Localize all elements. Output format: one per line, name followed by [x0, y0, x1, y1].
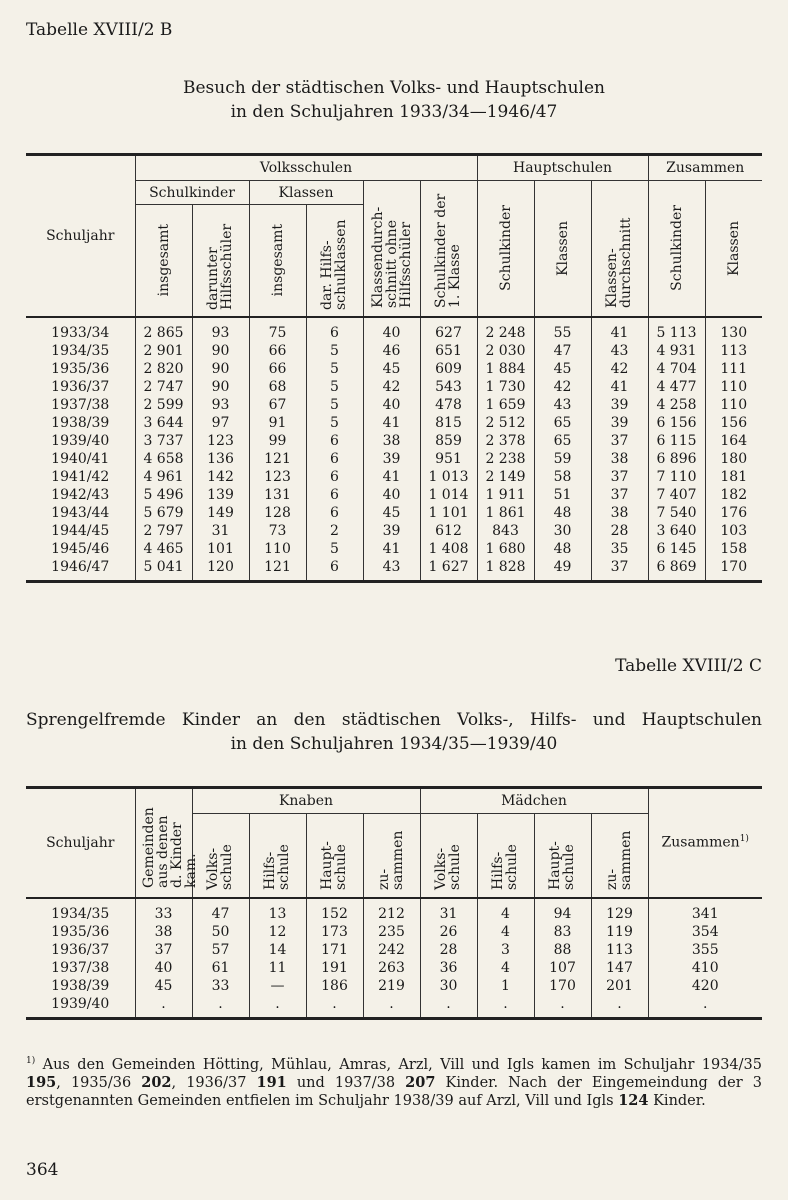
- cell-schuljahr: 1943/44: [26, 504, 135, 522]
- cell-value: 66: [249, 342, 306, 360]
- cell-value: 93: [192, 396, 249, 414]
- cell-value: 33: [135, 898, 192, 923]
- cell-value: 181: [705, 468, 762, 486]
- cell-value: 38: [591, 504, 648, 522]
- cell-value: .: [591, 995, 648, 1019]
- cell-value: 113: [591, 941, 648, 959]
- cell-value: 75: [249, 317, 306, 342]
- page-number: 364: [26, 1160, 59, 1180]
- cell-value: 101: [192, 540, 249, 558]
- cell-value: 7 407: [648, 486, 705, 504]
- cell-value: 5: [306, 540, 363, 558]
- cell-value: 6 869: [648, 558, 705, 582]
- cell-value: 410: [648, 959, 762, 977]
- cell-value: 612: [420, 522, 477, 540]
- table-row: [26, 486, 762, 504]
- table-row: [26, 414, 762, 432]
- cell-schuljahr: 1936/37: [26, 941, 135, 959]
- table-row: [26, 504, 762, 522]
- cell-value: 951: [420, 450, 477, 468]
- cell-schuljahr: 1938/39: [26, 414, 135, 432]
- cell-value: 46: [363, 342, 420, 360]
- cell-schuljahr: 1942/43: [26, 486, 135, 504]
- cell-schuljahr: 1937/38: [26, 959, 135, 977]
- table-c-title: Sprengelfremde Kinder an den städtischen Volks-, Hilfs- und Hauptschulen in den Schuljahren 1934/35—1939/40: [26, 710, 762, 754]
- cell-value: 5: [306, 360, 363, 378]
- cell-value: 37: [591, 486, 648, 504]
- cell-value: .: [306, 995, 363, 1019]
- table-b-label: Tabelle XVIII/2 B: [26, 20, 173, 40]
- c-k-volks: Volks- schule: [204, 844, 235, 891]
- cell-value: 219: [363, 977, 420, 995]
- cell-value: .: [420, 995, 477, 1019]
- cell-value: 1 659: [477, 396, 534, 414]
- cell-value: 123: [249, 468, 306, 486]
- c-k-zusammen: zu- sammen: [375, 830, 406, 891]
- cell-value: 41: [591, 317, 648, 342]
- cell-value: 37: [591, 468, 648, 486]
- cell-value: 40: [135, 959, 192, 977]
- cell-value: 354: [648, 923, 762, 941]
- cell-schuljahr: 1940/41: [26, 450, 135, 468]
- cell-value: 47: [534, 342, 591, 360]
- cell-schuljahr: 1936/37: [26, 378, 135, 396]
- table-row: [26, 540, 762, 558]
- footnote: $^{1)}$ Aus den Gemeinden Hötting, Mühlau, Amras, Arzl, Vill und Igls kamen im Schuljahr 1934/35 195, 1935/36 202, 1936/37 191 und 1937/38 207 Kinder. Nach der Eingemeindung der 3 erstgenannten Gemeinden entfielen im Schuljahr 1938/39 auf Arzl, Vill und Igls 124 Kinder.: [26, 1056, 762, 1109]
- cell-value: 420: [648, 977, 762, 995]
- cell-value: 2 030: [477, 342, 534, 360]
- cell-value: 12: [249, 923, 306, 941]
- cell-schuljahr: 1934/35: [26, 898, 135, 923]
- group-hauptschulen: Hauptschulen: [477, 155, 648, 181]
- col-klassen-insgesamt: insgesamt: [269, 224, 286, 297]
- cell-value: 609: [420, 360, 477, 378]
- cell-value: 65: [534, 432, 591, 450]
- cell-value: 5 679: [135, 504, 192, 522]
- cell-value: 4 931: [648, 342, 705, 360]
- cell-value: 149: [192, 504, 249, 522]
- cell-value: 1 911: [477, 486, 534, 504]
- cell-value: 6: [306, 432, 363, 450]
- cell-value: 39: [363, 450, 420, 468]
- cell-value: 7 110: [648, 468, 705, 486]
- cell-value: 50: [192, 923, 249, 941]
- group-volksschulen: Volksschulen: [135, 155, 477, 181]
- cell-value: 107: [534, 959, 591, 977]
- cell-value: 180: [705, 450, 762, 468]
- c-m-haupt: Haupt- schule: [546, 841, 577, 891]
- cell-value: 36: [420, 959, 477, 977]
- cell-value: 48: [534, 504, 591, 522]
- c-group-knaben: Knaben: [192, 788, 420, 814]
- cell-schuljahr: 1935/36: [26, 923, 135, 941]
- cell-value: 49: [534, 558, 591, 582]
- cell-value: 35: [591, 540, 648, 558]
- table-row: [26, 378, 762, 396]
- cell-value: 186: [306, 977, 363, 995]
- c-m-volks: Volks- schule: [432, 844, 463, 891]
- cell-value: 90: [192, 342, 249, 360]
- cell-value: 26: [420, 923, 477, 941]
- cell-schuljahr: 1937/38: [26, 396, 135, 414]
- cell-value: 42: [591, 360, 648, 378]
- c-m-hilfs: Hilfs- schule: [489, 844, 520, 891]
- cell-value: 6 156: [648, 414, 705, 432]
- cell-value: 478: [420, 396, 477, 414]
- cell-value: 39: [591, 414, 648, 432]
- col-klassendurchschnitt: Klassendurch- schnitt ohne Hilfsschüler: [369, 207, 414, 309]
- col-darunter-hilfsschueler: darunter Hilfsschüler: [204, 224, 235, 311]
- cell-value: 158: [705, 540, 762, 558]
- cell-value: 30: [534, 522, 591, 540]
- cell-value: 2 248: [477, 317, 534, 342]
- cell-value: 152: [306, 898, 363, 923]
- cell-value: 2 901: [135, 342, 192, 360]
- cell-value: 47: [192, 898, 249, 923]
- cell-value: 170: [705, 558, 762, 582]
- cell-value: 843: [477, 522, 534, 540]
- cell-value: 6: [306, 504, 363, 522]
- cell-value: 212: [363, 898, 420, 923]
- cell-value: 113: [705, 342, 762, 360]
- col-schulkinder-1-klasse: Schulkinder der 1. Klasse: [432, 194, 463, 309]
- cell-value: 42: [534, 378, 591, 396]
- cell-value: 121: [249, 558, 306, 582]
- cell-value: 2 747: [135, 378, 192, 396]
- cell-value: 40: [363, 486, 420, 504]
- cell-value: 2 797: [135, 522, 192, 540]
- cell-value: 40: [363, 317, 420, 342]
- cell-schuljahr: 1944/45: [26, 522, 135, 540]
- cell-value: 39: [363, 522, 420, 540]
- col-insgesamt: insgesamt: [155, 224, 172, 297]
- cell-value: 43: [591, 342, 648, 360]
- cell-value: 176: [705, 504, 762, 522]
- cell-value: 4: [477, 959, 534, 977]
- c-k-hilfs: Hilfs- schule: [261, 844, 292, 891]
- cell-value: 103: [705, 522, 762, 540]
- col-hilfsschulklassen: dar. Hilfs- schulklassen: [318, 219, 349, 311]
- cell-value: 43: [363, 558, 420, 582]
- cell-value: 3 640: [648, 522, 705, 540]
- cell-value: 341: [648, 898, 762, 923]
- cell-value: 3 644: [135, 414, 192, 432]
- cell-value: 90: [192, 360, 249, 378]
- cell-value: .: [192, 995, 249, 1019]
- cell-value: 14: [249, 941, 306, 959]
- cell-schuljahr: 1941/42: [26, 468, 135, 486]
- cell-value: 2 149: [477, 468, 534, 486]
- cell-schuljahr: 1935/36: [26, 360, 135, 378]
- cell-value: 68: [249, 378, 306, 396]
- c-k-haupt: Haupt- schule: [318, 841, 349, 891]
- table-b: [26, 153, 762, 583]
- cell-value: 6 896: [648, 450, 705, 468]
- cell-value: 55: [534, 317, 591, 342]
- cell-value: 355: [648, 941, 762, 959]
- table-row: [26, 317, 762, 342]
- table-b-title: Besuch der städtischen Volks- und Hauptschulen in den Schuljahren 1933/34—1946/47: [183, 78, 605, 122]
- cell-value: 99: [249, 432, 306, 450]
- cell-value: 90: [192, 378, 249, 396]
- cell-value: 7 540: [648, 504, 705, 522]
- cell-value: 201: [591, 977, 648, 995]
- cell-value: —: [249, 977, 306, 995]
- cell-value: 1 730: [477, 378, 534, 396]
- table-row: [26, 941, 762, 959]
- table-row: [26, 468, 762, 486]
- cell-value: 1 861: [477, 504, 534, 522]
- cell-value: 4 658: [135, 450, 192, 468]
- cell-value: 543: [420, 378, 477, 396]
- cell-value: 45: [363, 360, 420, 378]
- table-row: [26, 522, 762, 540]
- c-col-zusammen: Zusammen$^{1)}$: [648, 788, 762, 898]
- table-row: [26, 360, 762, 378]
- cell-value: 121: [249, 450, 306, 468]
- cell-value: 41: [363, 468, 420, 486]
- cell-value: .: [249, 995, 306, 1019]
- cell-value: 242: [363, 941, 420, 959]
- cell-value: 38: [591, 450, 648, 468]
- cell-value: 41: [363, 414, 420, 432]
- cell-schuljahr: 1945/46: [26, 540, 135, 558]
- table-row: [26, 396, 762, 414]
- cell-value: 164: [705, 432, 762, 450]
- cell-value: 129: [591, 898, 648, 923]
- cell-value: 130: [705, 317, 762, 342]
- cell-value: 815: [420, 414, 477, 432]
- cell-schuljahr: 1938/39: [26, 977, 135, 995]
- cell-value: 1 828: [477, 558, 534, 582]
- cell-value: .: [477, 995, 534, 1019]
- table-row: [26, 898, 762, 923]
- cell-value: 142: [192, 468, 249, 486]
- cell-value: 171: [306, 941, 363, 959]
- cell-value: 30: [420, 977, 477, 995]
- cell-value: 66: [249, 360, 306, 378]
- table-row: [26, 995, 762, 1019]
- col-schuljahr: Schuljahr: [26, 155, 135, 317]
- group-zusammen: Zusammen: [648, 155, 762, 181]
- cell-value: 110: [705, 396, 762, 414]
- cell-value: 37: [591, 558, 648, 582]
- col-zus-schulkinder: Schulkinder: [668, 205, 685, 292]
- cell-value: 170: [534, 977, 591, 995]
- cell-value: 43: [534, 396, 591, 414]
- cell-value: 45: [135, 977, 192, 995]
- cell-value: 42: [363, 378, 420, 396]
- table-c: [26, 786, 762, 1020]
- cell-value: 6: [306, 450, 363, 468]
- cell-value: 5: [306, 342, 363, 360]
- cell-value: 73: [249, 522, 306, 540]
- table-row: [26, 959, 762, 977]
- cell-schuljahr: 1939/40: [26, 432, 135, 450]
- cell-value: 45: [534, 360, 591, 378]
- cell-value: 2 820: [135, 360, 192, 378]
- c-col-schuljahr: Schuljahr: [26, 788, 135, 898]
- cell-value: 6: [306, 558, 363, 582]
- table-row: [26, 923, 762, 941]
- cell-value: 94: [534, 898, 591, 923]
- cell-value: 1: [477, 977, 534, 995]
- col-haupt-klassendurchschnitt: Klassen- durchschnitt: [603, 217, 634, 309]
- cell-value: 5 496: [135, 486, 192, 504]
- cell-value: 123: [192, 432, 249, 450]
- cell-value: 4 961: [135, 468, 192, 486]
- sub-klassen: Klassen: [249, 181, 363, 205]
- cell-value: 48: [534, 540, 591, 558]
- table-row: [26, 558, 762, 582]
- cell-value: 3 737: [135, 432, 192, 450]
- cell-value: 6: [306, 317, 363, 342]
- cell-value: 39: [591, 396, 648, 414]
- cell-value: 2 865: [135, 317, 192, 342]
- cell-value: 110: [249, 540, 306, 558]
- cell-value: 40: [363, 396, 420, 414]
- cell-value: 28: [591, 522, 648, 540]
- cell-schuljahr: 1939/40: [26, 995, 135, 1019]
- cell-value: 93: [192, 317, 249, 342]
- cell-value: 65: [534, 414, 591, 432]
- cell-value: 6 115: [648, 432, 705, 450]
- cell-value: 5: [306, 414, 363, 432]
- table-c-label: Tabelle XVIII/2 C: [615, 656, 762, 676]
- cell-value: 37: [135, 941, 192, 959]
- cell-schuljahr: 1933/34: [26, 317, 135, 342]
- cell-value: 119: [591, 923, 648, 941]
- cell-value: 651: [420, 342, 477, 360]
- col-haupt-klassen: Klassen: [554, 220, 571, 276]
- cell-value: 5 113: [648, 317, 705, 342]
- cell-value: 51: [534, 486, 591, 504]
- cell-value: 4: [477, 898, 534, 923]
- cell-value: .: [648, 995, 762, 1019]
- cell-schuljahr: 1946/47: [26, 558, 135, 582]
- cell-value: 97: [192, 414, 249, 432]
- cell-value: 191: [306, 959, 363, 977]
- cell-value: 1 627: [420, 558, 477, 582]
- c-m-zusammen: zu- sammen: [603, 830, 634, 891]
- cell-value: 33: [192, 977, 249, 995]
- cell-value: 31: [192, 522, 249, 540]
- cell-value: 2: [306, 522, 363, 540]
- cell-value: 41: [363, 540, 420, 558]
- table-row: [26, 432, 762, 450]
- table-row: [26, 342, 762, 360]
- cell-value: 110: [705, 378, 762, 396]
- cell-value: 11: [249, 959, 306, 977]
- cell-value: 2 238: [477, 450, 534, 468]
- cell-value: 5: [306, 396, 363, 414]
- cell-value: 1 014: [420, 486, 477, 504]
- table-row: [26, 450, 762, 468]
- cell-value: 38: [135, 923, 192, 941]
- col-haupt-schulkinder: Schulkinder: [497, 205, 514, 292]
- cell-value: 131: [249, 486, 306, 504]
- cell-value: 59: [534, 450, 591, 468]
- cell-value: 5: [306, 378, 363, 396]
- cell-value: 2 378: [477, 432, 534, 450]
- sub-schulkinder: Schulkinder: [135, 181, 249, 205]
- cell-value: 136: [192, 450, 249, 468]
- cell-value: 859: [420, 432, 477, 450]
- cell-value: 120: [192, 558, 249, 582]
- col-zus-klassen: Klassen: [725, 220, 742, 276]
- cell-value: 6: [306, 468, 363, 486]
- cell-value: 3: [477, 941, 534, 959]
- cell-value: 58: [534, 468, 591, 486]
- cell-value: 173: [306, 923, 363, 941]
- cell-value: 235: [363, 923, 420, 941]
- cell-value: 2 512: [477, 414, 534, 432]
- c-col-gemeinden: Gemeinden aus denen d. Kinder kam.: [140, 806, 199, 888]
- cell-value: 67: [249, 396, 306, 414]
- cell-value: 38: [363, 432, 420, 450]
- cell-value: 31: [420, 898, 477, 923]
- cell-value: .: [534, 995, 591, 1019]
- cell-value: 83: [534, 923, 591, 941]
- cell-value: 4 477: [648, 378, 705, 396]
- cell-value: 128: [249, 504, 306, 522]
- cell-value: .: [363, 995, 420, 1019]
- cell-value: 1 013: [420, 468, 477, 486]
- cell-value: 4 704: [648, 360, 705, 378]
- c-group-maedchen: Mädchen: [420, 788, 648, 814]
- cell-value: 6 145: [648, 540, 705, 558]
- cell-value: 6: [306, 486, 363, 504]
- cell-value: 37: [591, 432, 648, 450]
- cell-value: 61: [192, 959, 249, 977]
- cell-value: 156: [705, 414, 762, 432]
- cell-value: 2 599: [135, 396, 192, 414]
- cell-value: 5 041: [135, 558, 192, 582]
- cell-value: 4: [477, 923, 534, 941]
- cell-value: 147: [591, 959, 648, 977]
- cell-value: 182: [705, 486, 762, 504]
- cell-value: 1 884: [477, 360, 534, 378]
- table-row: [26, 977, 762, 995]
- cell-value: 91: [249, 414, 306, 432]
- cell-value: .: [135, 995, 192, 1019]
- cell-value: 13: [249, 898, 306, 923]
- cell-value: 1 408: [420, 540, 477, 558]
- cell-value: 1 680: [477, 540, 534, 558]
- cell-value: 111: [705, 360, 762, 378]
- cell-value: 57: [192, 941, 249, 959]
- cell-value: 41: [591, 378, 648, 396]
- cell-value: 88: [534, 941, 591, 959]
- cell-value: 28: [420, 941, 477, 959]
- cell-value: 45: [363, 504, 420, 522]
- cell-value: 1 101: [420, 504, 477, 522]
- cell-schuljahr: 1934/35: [26, 342, 135, 360]
- cell-value: 263: [363, 959, 420, 977]
- cell-value: 627: [420, 317, 477, 342]
- cell-value: 139: [192, 486, 249, 504]
- cell-value: 4 258: [648, 396, 705, 414]
- cell-value: 4 465: [135, 540, 192, 558]
